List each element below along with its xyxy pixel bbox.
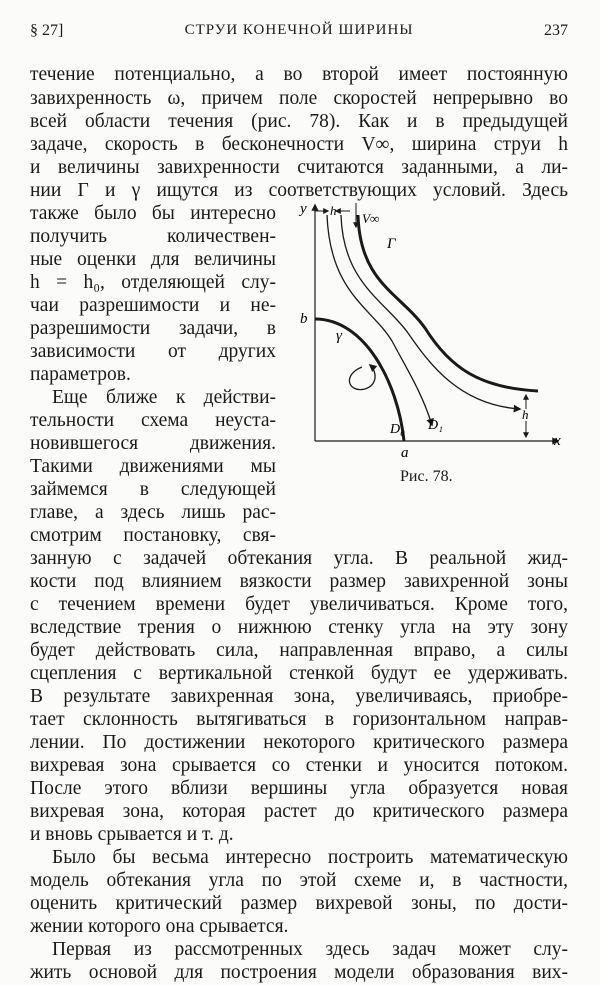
text-line: течение потенциально, а во второй имеет постоянную <box>30 64 568 85</box>
text-line: Еще ближе к действи- <box>52 387 276 408</box>
text-line: жить основой для построения модели образования вих- <box>30 962 568 983</box>
text-line: лении. По достижении некоторого критического размера <box>30 732 568 753</box>
vortex-arrow <box>349 365 375 390</box>
text-line: вихревая зона срывается со стенки и уносится потоком. <box>30 755 568 776</box>
page-number: 237 <box>544 22 568 39</box>
text-line: модель обтекания угла по этой схеме и, в частности, <box>30 870 568 891</box>
page-header <box>30 22 568 46</box>
text-line: займемся в следующей <box>30 479 276 500</box>
text-line: вследствие трения о нижнюю стенку угла на эту зону <box>30 617 568 638</box>
text-line: завихренность ω, причем поле скоростей непрерывно во <box>30 88 568 109</box>
v-inf-label: V∞ <box>362 211 380 226</box>
text-line: и вновь срывается и т. д. <box>30 824 234 845</box>
y-axis-label: y <box>300 201 307 217</box>
text-line: параметров. <box>30 364 131 385</box>
text-line: Было бы весьма интересно построить математическую <box>52 847 568 868</box>
text-line: Такими движениями мы <box>30 456 276 477</box>
text-line: будет действовать сила, направленная вправо, а силы <box>30 640 568 661</box>
streamline-2 <box>327 215 432 425</box>
running-title: СТРУИ КОНЕЧНОЙ ШИРИНЫ <box>184 22 414 38</box>
text-line: ные оценки для величины <box>30 249 276 270</box>
text-line: главе, а здесь лишь рас- <box>30 502 276 523</box>
text-line: кости под влиянием вязкости размер завихренной зоны <box>30 571 568 592</box>
text-line: задаче, скорость в бесконечности V∞, ширина струи h <box>30 134 568 155</box>
text-line: с течением времени будет увеличиваться. Кроме того, <box>30 594 568 615</box>
text-line: разрешимости задачи, в <box>30 318 276 339</box>
text-line: новившегося движения. <box>30 433 276 454</box>
text-line: чаи разрешимости и не- <box>30 295 276 316</box>
gamma-lower-label: γ <box>336 328 342 344</box>
d0-label: D₀ <box>390 422 405 437</box>
text-line: получить количествен- <box>30 226 276 247</box>
text-line: оценить критический размер вихревой зоны, по дости- <box>30 893 568 914</box>
boundary-gamma-upper <box>358 215 538 391</box>
figure-78 <box>290 193 568 493</box>
text-line: После этого вблизи вершины угла образуется новая <box>30 778 568 799</box>
text-line: h = h₀, отделяющей слу- <box>30 272 276 293</box>
text-line: зависимости от других <box>30 341 276 362</box>
text-line: В результате завихренная зона, увеличиваясь, приобре- <box>30 686 568 707</box>
text-line: жении которого она срывается. <box>30 916 289 937</box>
figure-caption: Рис. 78. <box>400 468 453 485</box>
point-a-label: a <box>401 445 409 461</box>
point-b-label: b <box>300 311 308 327</box>
gamma-upper-label: Γ <box>387 236 396 252</box>
x-axis-label: x <box>554 433 561 449</box>
text-line: нии Γ и γ ищутся из соответствующих условий. Здесь <box>30 180 568 201</box>
text-line: и величины завихренности считаются заданными, а ли- <box>30 157 568 178</box>
text-line: Первая из рассмотренных здесь задач может слу- <box>52 939 568 960</box>
text-line: вихревая зона, которая растет до критического размера <box>30 801 568 822</box>
d1-label: D₁ <box>428 418 443 433</box>
text-line: сцепления с вертикальной стенкой будут ее удерживать. <box>30 663 568 684</box>
text-line: смотрим постановку, свя- <box>30 525 276 546</box>
section-number: § 27] <box>30 22 64 39</box>
text-line: тельности схема неуста- <box>30 410 276 431</box>
text-line: всей области течения (рис. 78). Как и в предыдущей <box>30 111 568 132</box>
text-line: занную с задачей обтекания угла. В реальной жид- <box>30 548 568 569</box>
text-line: также было бы интересно <box>30 203 276 224</box>
text-line: тает склонность вытягиваться в горизонтальном направ- <box>30 709 568 730</box>
h-right-label: h <box>522 407 529 422</box>
h-top-label: h <box>330 203 337 218</box>
